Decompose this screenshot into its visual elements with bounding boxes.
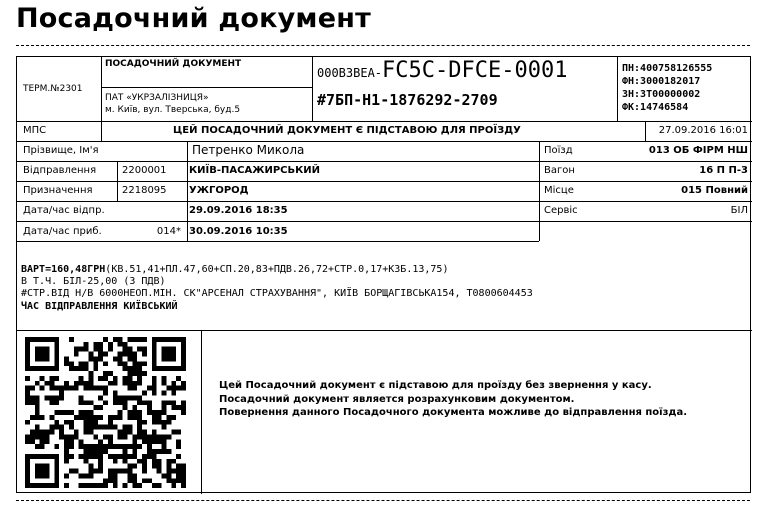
code-prefix: 000ВЗВЕА-: [317, 66, 383, 80]
destination-station: УЖГОРОД: [189, 185, 249, 196]
bottom-cut-line: [16, 500, 750, 501]
qr-code: [25, 337, 186, 488]
service-value: БІЛ: [730, 205, 748, 216]
code-main: FC5C-DFCE-0001: [382, 58, 568, 83]
arrival-time-label: Дата/час приб.: [23, 226, 102, 237]
fiscal-pn: ПН:400758126555: [622, 63, 713, 74]
page-title: Посадочний документ: [16, 3, 371, 34]
departure-time: 29.09.2016 18:35: [189, 205, 288, 216]
price-total: ВАРТ=160,48ГРН: [21, 264, 106, 275]
price-breakdown: (КВ.51,41+ПЛ.47,60+СП.20,83+ПДВ.26,72+СТР.0,17+КЗБ.13,75): [105, 264, 449, 275]
departure-label: Відправлення: [23, 165, 97, 176]
issue-datetime: 27.09.2016 16:01: [658, 125, 748, 136]
departure-code: 2200001: [122, 165, 167, 176]
service-label: Сервіс: [544, 205, 578, 216]
timezone-line: ЧАС ВІДПРАВЛЕННЯ КИЇВСЬКИЙ: [21, 301, 178, 312]
seat-label: Місце: [544, 185, 574, 196]
top-cut-line: [16, 45, 750, 46]
departure-time-label: Дата/час відпр.: [23, 205, 105, 216]
issuer-address: м. Київ, вул. Тверська, буд.5: [105, 105, 241, 115]
footer-line-3: Повернення данного Посадочного документа можливе до відправлення поїзда.: [219, 407, 688, 418]
ticket-number: #7БП-Н1-1876292-2709: [317, 91, 498, 109]
train-label: Поїзд: [544, 145, 573, 156]
seat-value: 015 Повний: [681, 185, 748, 196]
passenger-name-label: Прізвище, Ім'я: [23, 145, 99, 156]
fiscal-fn: ФН:3000182017: [622, 76, 701, 87]
ticket: [16, 56, 751, 493]
arrival-train-ref: 014*: [156, 226, 181, 237]
destination-label: Призначення: [23, 185, 93, 196]
vat-line: В Т.Ч. БІЛ-25,00 (3 ПДВ): [21, 276, 166, 287]
terminal-number: ТЕРМ.№2301: [23, 84, 83, 94]
mps-label: МПС: [23, 125, 47, 136]
fiscal-fk: ФК:14746584: [622, 102, 689, 113]
document-code: [317, 60, 567, 82]
destination-code: 2218095: [122, 185, 167, 196]
wagon-value: 16 П П-3: [699, 165, 748, 176]
issuer-name: ПАТ «УКРЗАЛІЗНИЦЯ»: [105, 93, 209, 103]
footer-line-2: Посадочний документ является розрахунковим документом.: [219, 394, 575, 405]
wagon-label: Вагон: [544, 165, 575, 176]
price-line: [21, 265, 448, 275]
passenger-name: Петренко Микола: [192, 143, 305, 157]
validity-notice: ЦЕЙ ПОСАДОЧНИЙ ДОКУМЕНТ Є ПІДСТАВОЮ ДЛЯ ПРОЇЗДУ: [173, 125, 521, 136]
document-type: ПОСАДОЧНИЙ ДОКУМЕНТ: [105, 59, 242, 69]
footer-line-1: Цей Посадочний документ є підставою для проїзду без звернення у касу.: [219, 380, 652, 391]
departure-station: КИЇВ-ПАСАЖИРСЬКИЙ: [189, 165, 321, 176]
insurance-line: #СТР.ВІД Н/В 6000НЕОП.МІН. СК"АРСЕНАЛ СТРАХУВАННЯ", КИЇВ БОРЩАГІВСЬКА154, Т0800604453: [21, 288, 533, 299]
arrival-time: 30.09.2016 10:35: [189, 226, 288, 237]
train-value: 013 ОБ ФІРМ НШ: [648, 145, 748, 156]
fiscal-zn: ЗН:3Т00000002: [622, 89, 701, 100]
